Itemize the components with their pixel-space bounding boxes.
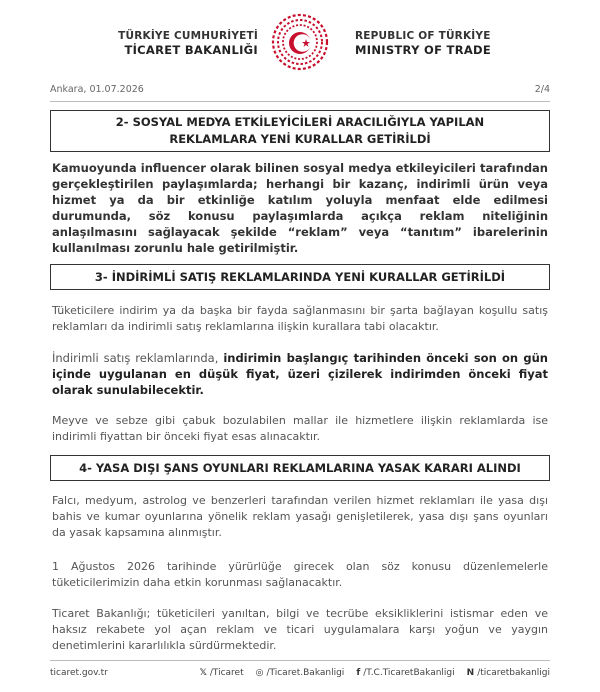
page-number: 2/4 (534, 84, 550, 95)
social-nsosyal-label: /ticaretbakanligi (477, 668, 550, 678)
social-facebook-label: /T.C.TicaretBakanligi (363, 668, 455, 678)
section-3-paragraph-2-lead: İndirimli satış reklamlarında, (52, 351, 224, 365)
social-instagram[interactable] (256, 668, 345, 678)
section-4-paragraph-3: Ticaret Bakanlığı; tüketicileri yanıltan, bilgi ve tecrübe eksikliklerini istismar eden ve haksız rekabete yol açan reklam ve ticari uygulamalara karşı yoğun ve yaygın denetimlerini kararlılıkla sürdürmektedir. (52, 607, 548, 652)
section-2-title-line2: REKLAMLARA YENİ KURALLAR GETİRİLDİ (169, 132, 431, 146)
ministry-name-tr: TİCARET BAKANLIĞI (124, 43, 258, 57)
letterhead (0, 0, 600, 80)
footer-divider (50, 660, 550, 661)
place-date: Ankara, 01.07.2026 (50, 84, 144, 95)
instagram-icon: ◎ (255, 668, 264, 678)
section-3-paragraph-2 (52, 350, 548, 398)
social-instagram-label: /Ticaret.Bakanligi (266, 668, 345, 678)
footer (50, 668, 550, 682)
website-link[interactable]: ticaret.gov.tr (50, 668, 108, 678)
social-facebook[interactable] (356, 668, 454, 678)
section-3-paragraph-1: Tüketicilere indirim ya da başka bir fayda sağlanmasını bir şarta bağlayan koşullu satış reklamları da indirimli satış reklamlarına ilişkin kurallara tabi olacaktır. (52, 304, 548, 333)
section-4-title: 4- YASA DIŞI ŞANS OYUNLARI REKLAMLARINA YASAK KARARI ALINDI (50, 455, 550, 481)
social-links (200, 668, 550, 678)
section-2-title-line1: 2- SOSYAL MEDYA ETKİLEYİCİLERİ ARACILIĞIYLA YAPILAN (115, 115, 485, 129)
republic-name-tr: TÜRKİYE CUMHURİYETİ (118, 30, 258, 42)
social-nsosyal[interactable] (467, 668, 550, 678)
nsosyal-icon: N (466, 668, 475, 678)
x-icon: 𝕏 (199, 668, 207, 678)
section-4-paragraph-1: Falcı, medyum, astrolog ve benzerleri tarafından verilen hizmet reklamları ile yasa dışı bahis ve kumar oyunlarına yönelik reklam yasağı genişletilerek, yasa dışı şans oyunları da yasak kapsamına alınmıştır. (52, 494, 548, 539)
letterhead-english (355, 30, 491, 58)
ministry-emblem-icon (270, 12, 330, 72)
social-x[interactable] (200, 668, 244, 678)
social-x-label: /Ticaret (209, 668, 244, 678)
divider (50, 101, 550, 102)
facebook-icon: f (356, 668, 361, 678)
republic-name-en: REPUBLIC OF TÜRKİYE (355, 30, 491, 42)
letterhead-turkish (118, 30, 258, 58)
section-2-title (50, 110, 550, 152)
document-meta (50, 84, 550, 95)
section-3-title: 3- İNDİRİMLİ SATIŞ REKLAMLARINDA YENİ KURALLAR GETİRİLDİ (50, 264, 550, 290)
section-2-paragraph: Kamuoyunda influencer olarak bilinen sosyal medya etkileyicileri tarafından gerçekleştirilen paylaşımlarda; herhangi bir kazanç, indirimli ürün veya hizmet ya da bir etkinliğe katılım yoluyla menfaat elde edilmesi durumunda, söz konusu paylaşımlarda açıkça reklam niteliğinin anlaşılmasını sağlayacak şekilde “reklam” veya “tanıtım” ibarelerinin kullanılması zorunlu hale getirilmiştir. (52, 161, 548, 255)
section-3-paragraph-2-emphasis: indirimin başlangıç tarihinden önceki son on gün içinde uygulanan en düşük fiyat, üzeri çizilerek indirimden önceki fiyat olarak sunulabilecektir. (52, 351, 548, 397)
ministry-name-en: MINISTRY OF TRADE (355, 43, 492, 57)
section-4-paragraph-2: 1 Ağustos 2026 tarihinde yürürlüğe girecek olan söz konusu düzenlemelerle tüketicilerimizin daha etkin korunması sağlanacaktır. (52, 560, 548, 589)
section-3-paragraph-3: Meyve ve sebze gibi çabuk bozulabilen mallar ile hizmetlere ilişkin reklamlarda ise indirimli fiyattan bir önceki fiyat esas alınacaktır. (52, 414, 548, 443)
